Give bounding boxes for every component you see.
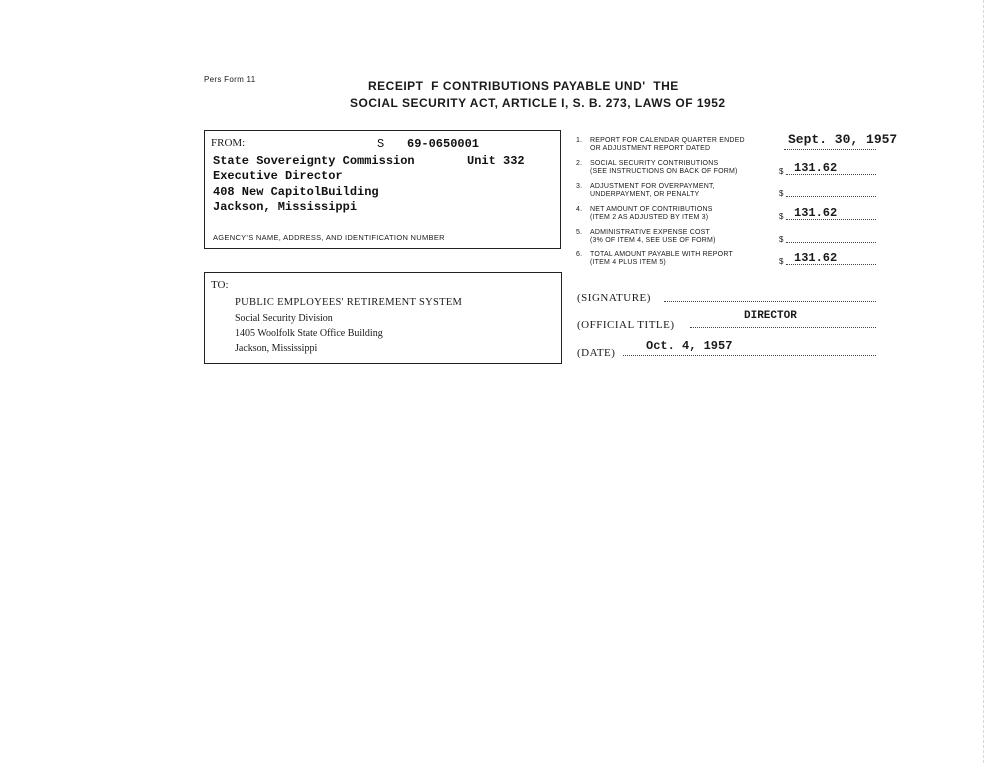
item-6-line	[786, 264, 876, 265]
item-6-text-a: TOTAL AMOUNT PAYABLE WITH REPORT	[590, 251, 733, 258]
item-2-text-a: SOCIAL SECURITY CONTRIBUTIONS	[590, 160, 719, 167]
signature-label: (SIGNATURE)	[577, 292, 651, 304]
from-box	[204, 130, 561, 249]
page-edge-marker	[983, 0, 985, 763]
item-2-text-b: (SEE INSTRUCTIONS ON BACK OF FORM)	[590, 168, 738, 175]
item-3-number: 3.	[576, 183, 583, 190]
date-value: Oct. 4, 1957	[646, 339, 733, 353]
item-1-value: Sept. 30, 1957	[788, 132, 898, 147]
official-title-line	[690, 327, 876, 328]
item-6-text-b: (ITEM 4 PLUS ITEM 5)	[590, 259, 666, 266]
item-5-line	[786, 242, 876, 243]
item-5-dollar: $	[779, 235, 784, 244]
form-title-line2: SOCIAL SECURITY ACT, ARTICLE I, S. B. 273, LAWS OF 1952	[350, 96, 726, 110]
from-caption: AGENCY'S NAME, ADDRESS, AND IDENTIFICATION NUMBER	[213, 233, 445, 242]
from-id-number: 69-0650001	[407, 137, 480, 151]
to-line2: Social Security Division	[235, 313, 333, 324]
item-4-dollar: $	[779, 212, 784, 221]
item-1-text-a: REPORT FOR CALENDAR QUARTER ENDED	[590, 137, 745, 144]
item-4-value: 131.62	[794, 206, 838, 220]
item-4	[576, 206, 713, 222]
official-title-value: DIRECTOR	[744, 310, 797, 322]
item-6	[576, 251, 733, 267]
item-2-number: 2.	[576, 160, 583, 167]
item-3-text-b: UNDERPAYMENT, OR PENALTY	[590, 191, 700, 198]
from-line1: State Sovereignty Commission	[213, 154, 415, 168]
form-number: Pers Form 11	[204, 75, 256, 84]
item-4-line	[786, 219, 876, 220]
from-line2: Executive Director	[213, 169, 343, 183]
item-2-line	[786, 174, 876, 175]
item-4-number: 4.	[576, 206, 583, 213]
item-5-number: 5.	[576, 229, 583, 236]
item-3-line	[786, 196, 876, 197]
date-line	[623, 355, 876, 356]
to-label: TO:	[211, 279, 229, 291]
from-line3: 408 New CapitolBuilding	[213, 185, 379, 199]
official-title-label: (OFFICIAL TITLE)	[577, 319, 675, 331]
item-2	[576, 160, 738, 176]
item-1	[576, 137, 745, 153]
to-line4: Jackson, Mississippi	[235, 343, 318, 354]
item-1-line	[784, 149, 876, 150]
to-line1: PUBLIC EMPLOYEES' RETIREMENT SYSTEM	[235, 297, 463, 308]
item-6-number: 6.	[576, 251, 583, 258]
item-5	[576, 229, 716, 245]
from-id-prefix: S	[377, 137, 385, 151]
form-title-line1: RECEIPT F CONTRIBUTIONS PAYABLE UND' THE	[368, 79, 679, 93]
item-4-text-a: NET AMOUNT OF CONTRIBUTIONS	[590, 206, 713, 213]
item-2-dollar: $	[779, 167, 784, 176]
item-6-dollar: $	[779, 257, 784, 266]
item-2-value: 131.62	[794, 161, 838, 175]
item-5-text-a: ADMINISTRATIVE EXPENSE COST	[590, 229, 711, 236]
item-4-text-b: (ITEM 2 AS ADJUSTED BY ITEM 3)	[590, 214, 709, 221]
item-5-text-b: (3% OF ITEM 4, SEE USE OF FORM)	[590, 237, 716, 244]
to-line3: 1405 Woolfolk State Office Building	[235, 328, 383, 339]
item-1-number: 1.	[576, 137, 583, 144]
from-label: FROM:	[211, 137, 246, 149]
item-3-dollar: $	[779, 189, 784, 198]
item-1-text-b: OR ADJUSTMENT REPORT DATED	[590, 145, 711, 152]
from-line4: Jackson, Mississippi	[213, 200, 358, 214]
date-label: (DATE)	[577, 347, 616, 359]
to-box	[204, 272, 562, 364]
item-6-value: 131.62	[794, 251, 838, 265]
item-3	[576, 183, 715, 199]
item-3-text-a: ADJUSTMENT FOR OVERPAYMENT,	[590, 183, 715, 190]
from-unit: Unit 332	[467, 154, 525, 168]
signature-line	[664, 301, 876, 302]
